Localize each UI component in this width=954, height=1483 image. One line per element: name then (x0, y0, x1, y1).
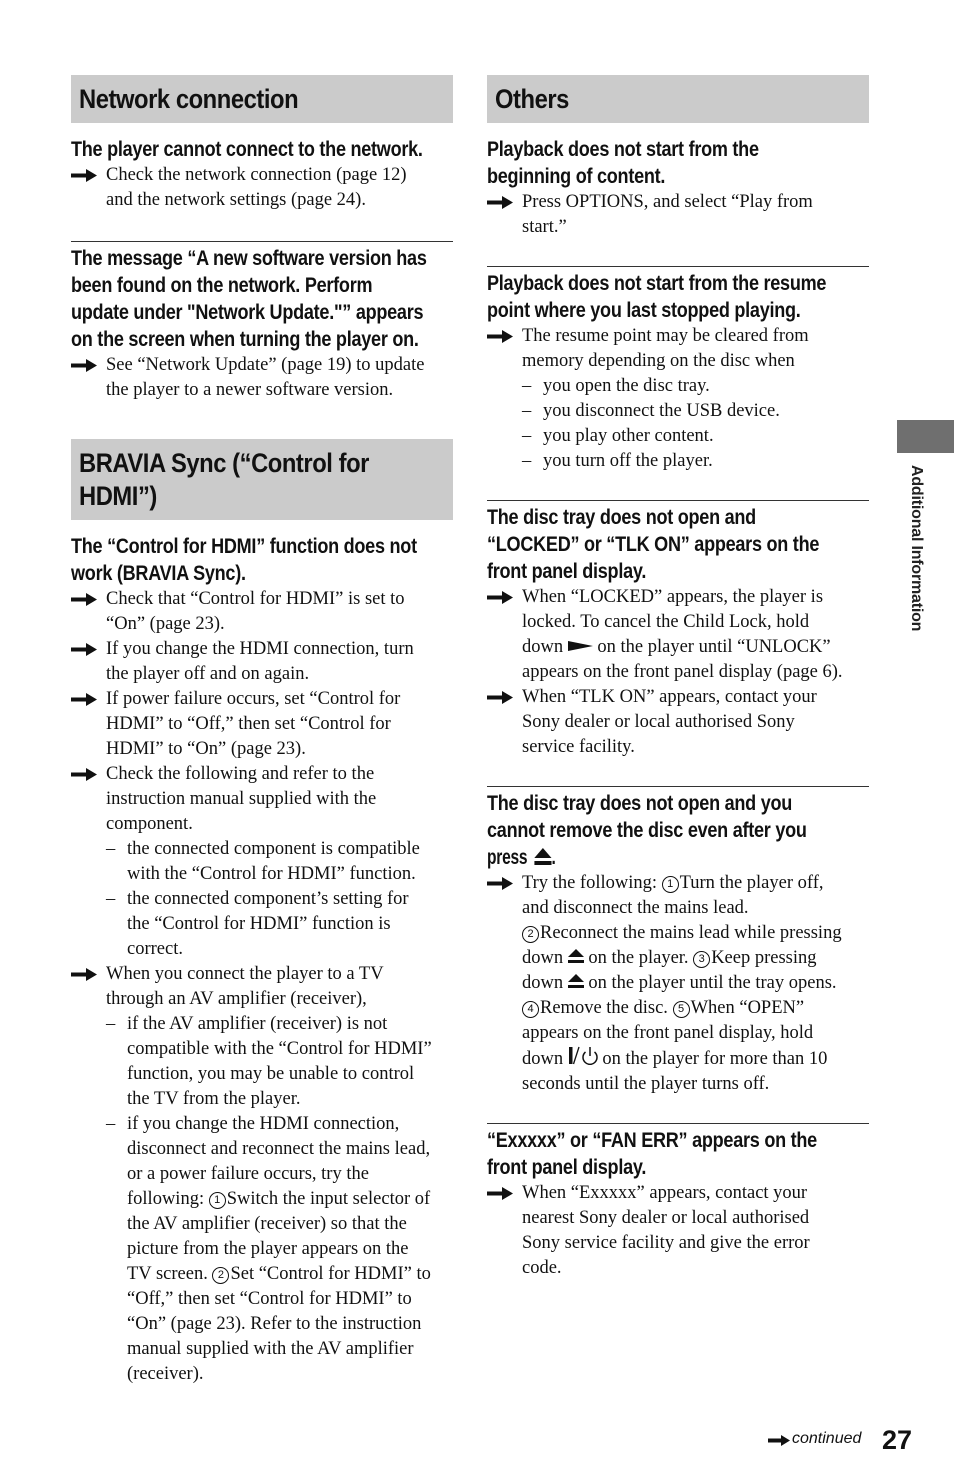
left-column (71, 75, 453, 1387)
arrow-icon (71, 693, 97, 706)
arrow-icon (71, 968, 97, 981)
topic-control-hdmi (71, 533, 453, 1387)
solution-item: When “LOCKED” appears, the player is locked. To cancel the Child Lock, hold down on the player until “UNLOCK” appears on the front panel display (page 6). (487, 585, 869, 685)
arrow-icon (487, 591, 513, 604)
arrow-icon (487, 877, 513, 890)
topic-heading: Playback does not start from the resume point where you last stopped playing. (487, 272, 827, 322)
arrow-icon (487, 330, 513, 343)
sidebar-label: Additional Information (908, 465, 925, 632)
topic-heading: The message “A new software version has been found on the network. Perform update under "Network Update."” appears on the screen when turning the player on. (71, 247, 427, 351)
section-header-bravia: BRAVIA Sync (“Control for HDMI”) (71, 439, 453, 520)
topic-heading: “Exxxxx” or “FAN ERR” appears on the front panel display. (487, 1129, 817, 1179)
dash-item: – if the AV amplifier (receiver) is not compatible with the “Control for HDMI” function, you may be unable to control the TV from the player. (106, 1014, 432, 1109)
topic-cannot-connect (71, 136, 453, 213)
circled-number-5: 5 (673, 1001, 690, 1018)
right-column (487, 75, 869, 1281)
eject-icon (568, 949, 584, 964)
dash-item: – you play other content. (522, 426, 714, 446)
dash-item: – you turn off the player. (522, 451, 713, 471)
circled-number-2: 2 (522, 926, 539, 943)
topic-tray-locked (487, 500, 869, 760)
section-header-network: Network connection (71, 75, 453, 123)
solution-item: If you change the HDMI connection, turn the player off and on again. (71, 637, 453, 687)
topic-playback-beginning (487, 136, 869, 240)
arrow-icon (487, 196, 513, 209)
circled-number-4: 4 (522, 1001, 539, 1018)
eject-icon (534, 848, 551, 865)
page-number: 27 (882, 1425, 913, 1455)
solution-item: When “TLK ON” appears, contact your Sony dealer or local authorised Sony service facility. (487, 685, 869, 760)
eject-icon (568, 974, 584, 989)
solution-item: See “Network Update” (page 19) to update the player to a newer software version. (71, 353, 453, 403)
arrow-icon (71, 169, 97, 182)
topic-tray-cannot-remove (487, 786, 869, 1097)
topic-heading: Playback does not start from the beginning of content. (487, 138, 759, 188)
arrow-icon (487, 1187, 513, 1200)
arrow-icon (487, 691, 513, 704)
topic-heading: The player cannot connect to the network. (71, 138, 423, 161)
page-footer (768, 1425, 913, 1457)
sidebar-tab-marker (897, 420, 954, 453)
arrow-icon (71, 768, 97, 781)
circled-number-2: 2 (212, 1267, 229, 1284)
play-icon (568, 639, 593, 653)
solution-item: Try the following: 1 Turn the player off, and disconnect the mains lead. 2 Reconnect the mains lead while pressing down on the player. 3 Keep pressing down on the player until the tray opens. 4 Remove the disc. 5 When “OPEN” appears on the front panel display, hold down on the player for more than 10 seconds until the player turns off. (487, 871, 869, 1097)
dash-item: – the connected component is compatible with the “Control for HDMI” function. (106, 839, 420, 884)
continued-label: continued (792, 1430, 862, 1447)
dash-item: – you open the disc tray. (522, 376, 710, 396)
circled-number-3: 3 (693, 951, 710, 968)
arrow-icon (71, 593, 97, 606)
topic-software-message (71, 241, 453, 403)
circled-number-1: 1 (209, 1192, 226, 1209)
topic-exxxxx-fan-err (487, 1123, 869, 1281)
arrow-icon (71, 359, 97, 372)
solution-item: The resume point may be cleared from memory depending on the disc when – you open the disc tray. – you disconnect the USB device. – you play other content. – you turn off the player. (487, 324, 869, 474)
topic-heading: The “Control for HDMI” function does not work (BRAVIA Sync). (71, 535, 417, 585)
solution-item: Check the network connection (page 12) and the network settings (page 24). (71, 163, 453, 213)
solution-item: Press OPTIONS, and select “Play from start.” (487, 190, 869, 240)
topic-heading: The disc tray does not open and you cannot remove the disc even after you press. (487, 792, 807, 869)
continued-arrow-icon (768, 1435, 790, 1446)
topic-playback-resume (487, 266, 869, 474)
solution-item: When you connect the player to a TV through an AV amplifier (receiver), – if the AV amplifier (receiver) is not compatible with the “Control for HDMI” function, you may be unable to control the TV from the player. – if you change the HDMI connection, disconnect and reconnect the mains lead, or a power failure occurs, try the following: 1 Switch the input selector of the AV amplifier (receiver) so that the picture from the player appears on the TV screen. 2 Set “Control for HDMI” to “Off,” then set “Control for HDMI” to “On” (page 23). Refer to the instruction manual supplied with the AV amplifier (receiver). (71, 962, 453, 1387)
dash-item: – the connected component’s setting for the “Control for HDMI” function is correct. (106, 889, 409, 959)
topic-heading: The disc tray does not open and “LOCKED” or “TLK ON” appears on the front panel display. (487, 506, 820, 583)
solution-item: If power failure occurs, set “Control for HDMI” to “Off,” then set “Control for HDMI” to “On” (page 23). (71, 687, 453, 762)
section-header-others: Others (487, 75, 869, 123)
solution-item: Check the following and refer to the instruction manual supplied with the component. – the connected component is compatible with the “Control for HDMI” function. – the connected component’s setting for the “Control for HDMI” function is correct. (71, 762, 453, 962)
circled-number-1: 1 (662, 876, 679, 893)
dash-item: – if you change the HDMI connection, disconnect and reconnect the mains lead, or a power failure occurs, try the following: 1 Switch the input selector of the AV amplifier (receiver) so that the picture from the player appears on the TV screen. 2 Set “Control for HDMI” to “Off,” then set “Control for HDMI” to “On” (page 23). Refer to the instruction manual supplied with the AV amplifier (receiver). (106, 1114, 431, 1384)
power-icon (568, 1046, 598, 1065)
solution-item: Check that “Control for HDMI” is set to “On” (page 23). (71, 587, 453, 637)
arrow-icon (71, 643, 97, 656)
dash-item: – you disconnect the USB device. (522, 401, 780, 421)
solution-item: When “Exxxxx” appears, contact your nearest Sony dealer or local authorised Sony service facility and give the error code. (487, 1181, 869, 1281)
